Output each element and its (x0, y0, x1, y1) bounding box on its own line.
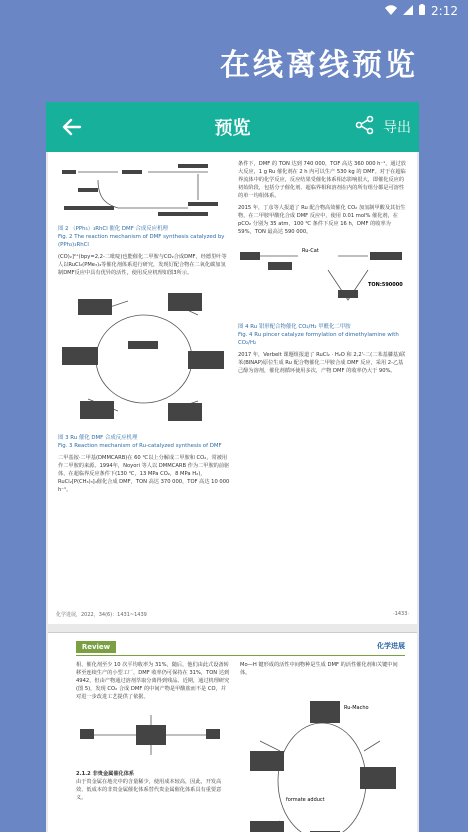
header-divider (76, 655, 405, 656)
back-arrow-icon[interactable] (60, 115, 84, 139)
document-page-2 (48, 632, 417, 832)
ton-label: TON:590000 (368, 282, 403, 288)
document-page-1 (48, 152, 417, 624)
formate-adduct-label: formate adduct (286, 797, 325, 803)
journal-name: 化学进展 (377, 642, 405, 650)
figure-2-caption: 图 2 （PPh₃）₃RhCl 催化 DMF 合成反应机理 (58, 226, 168, 232)
ru-macho-label: Ru-Macho (344, 705, 369, 711)
reaction-scheme-figure (58, 160, 230, 222)
catalytic-cycle-figure (58, 281, 230, 431)
promo-banner (0, 40, 468, 84)
page2-right-column (240, 661, 405, 832)
page2-left-column (76, 661, 231, 832)
section-heading: 2.1.2 非贵金属催化体系 (76, 771, 135, 777)
page2-body-text-2: 由于贵金属在地壳中的含量稀少，使用成本较高，因此，开发高效、低成本的非贵金属催化体系替代贵金属催化体系具有重要意义。 (76, 779, 222, 801)
body-text-left: (CO)₂]²⁺(bpy=2,2-二吡啶)也能催化二甲胺与CO₂合成DMF，经德里叶等人以RuCl₂(PMe₃)₄等催化剂体系进行研究，发现钌配合物在二氧化碳加氢制DMF反应中具有优异的活性，使用反应机理如图3所示。 (58, 254, 227, 276)
mechanism-figure (76, 705, 226, 765)
figure-3-caption-en: Fig. 3 Reaction mechanism of Ru-catalyzed synthesis of DMF (58, 443, 222, 449)
figure-3-caption: 图 3 Ru 催化 DMF 合成反应机理 (58, 435, 138, 441)
phone-screen (46, 102, 419, 832)
cycle-figure-2 (240, 681, 405, 832)
figure-4-caption: 图 4 Ru 钳形配合物催化 CO₂/H₂ 甲酰化二甲胺 (238, 324, 351, 330)
footer-page-number: ·1433· (393, 611, 409, 617)
page1-left-column (58, 160, 230, 615)
page1-footer (56, 611, 409, 618)
catalyst-label: Ru-Cat (302, 248, 319, 254)
document-viewer[interactable] (46, 152, 419, 832)
body-text-left-2: 二甲基铵·二甲基(DMMCARB)在 60 ℃以上分解成二甲胺和 CO₂，常被用作二甲胺的来源。1994年，Noyori 等人以 DMMCARB 作为二甲胺的前驱体，在超临界反应条件下(130 ℃，13 MPa CO₂，8 MPa H₂)，RuCl₂[P(CH₃)₃]₄催化合成 DMF，TON 高达 370 000，TOF 高达 10 000 h⁻¹。 (58, 455, 230, 493)
footer-left: 化学进展，2022，34(6)：1431~1439 (56, 612, 147, 618)
body-text-right-3: 2017 年，Verbelt 课题组报道了 RuCl₂ · H₂O 和 2,2'-二(二苯基膦基)联苯(BINAP)原位生成 Ru 配合物催化二甲胺合成 DMF 反应，采用 2-乙基己醇为溶剂，催化剂循环使用多次，产物 DMF 的收率仍大于 90%。 (238, 352, 406, 374)
export-button[interactable] (355, 115, 411, 139)
figure-2-caption-en: Fig. 2 The reaction mechanism of DMF synthesis catalyzed by (PPh₃)₃RhCl (58, 234, 225, 248)
app-bar (46, 102, 419, 152)
cellular-signal-icon (403, 4, 413, 18)
export-label: 导出 (383, 120, 411, 136)
status-time: 2:12 (431, 4, 458, 18)
share-icon (355, 115, 375, 139)
figure-4-caption-en: Fig. 4 Ru pincer catalyze formylation of dimethylamine with CO₂/H₂ (238, 332, 399, 346)
body-text-right-2: 2015 年，丁彦等人报道了 Ru 配合物高效催化 CO₂ 加氢制甲酸及其衍生物，在二甲胺甲酸化合成 DMF 反应中，使用 0.01 mol% 催化剂，在 pCO₂ 分别为 35 atm，100 ℃ 条件下反应 16 h，DMF 的收率为 59%，TON 最高达 590 000。 (238, 205, 406, 235)
body-text-right: 条件下，DMF 的 TON 达到 740 000，TOF 高达 360 000 h⁻¹，通过放大反应，1 g Ru 催化剂在 2 h 内可以生产 530 kg 的 DMF。对于在超临界流体中的化学反应，反应结果受催化体系相态影响很大，即催化反应的初始阶段，包括分子催化剂、超临界相和溶剂在内的所有组分都是可溶性的单一均相体系。 (238, 161, 406, 199)
pincer-catalyst-figure (238, 240, 408, 320)
status-bar (0, 0, 468, 22)
page1-right-column (238, 160, 408, 615)
wifi-icon (385, 4, 397, 18)
page-title: 预览 (214, 118, 251, 139)
review-tag: Review (76, 641, 116, 653)
banner-title: 在线离线预览 (220, 48, 418, 83)
battery-icon (419, 4, 425, 18)
page2-right-text: Mo—H 键形成的活性中间物种是生成 DMF 的活性催化剂和关键中间体。 (240, 662, 398, 676)
page2-body-text: 相，催化剂至少 10 次平均收率为 31%，随后，他们由此式设备转移至连续生产的小型工厂，DMF 收率仍可保持在 31%，TON 达到 4942，但由产物通过溶剂萃取分离得到残品。近期，通过机理研究(图 5)，发现 CO₂ 合成 DMF 的中间产物是甲酸盐而不是 CO，并对进一步改进工艺提供了依据。 (76, 662, 230, 700)
